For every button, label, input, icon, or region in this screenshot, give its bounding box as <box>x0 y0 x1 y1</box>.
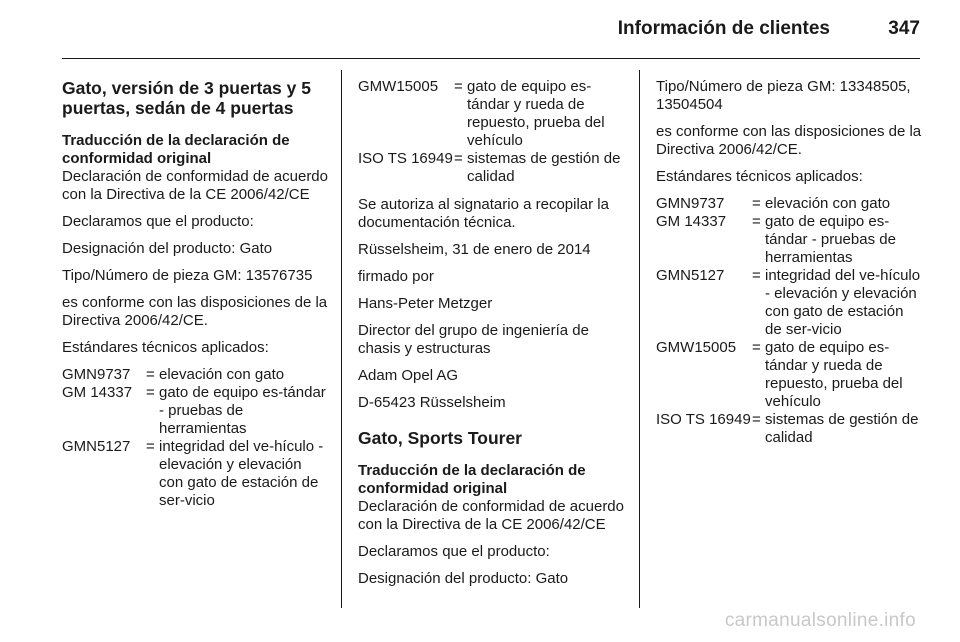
part-number: Tipo/Número de pieza GM: 13576735 <box>62 267 313 284</box>
section-title: Gato, versión de 3 puertas y 5 puertas, sedán de 4 puertas <box>62 78 311 118</box>
standard-equals: = <box>146 438 155 455</box>
standard-equals: = <box>146 366 155 383</box>
section-title: Gato, Sports Tourer <box>358 428 522 448</box>
standard-equals: = <box>454 150 463 167</box>
standard-description: integridad del ve-hículo - elevación y elevación con gato de estación de ser-vicio <box>159 438 324 509</box>
signatory-role: Director del grupo de ingeniería de chasis y estructuras <box>358 322 589 357</box>
part-number: Tipo/Número de pieza GM: 13348505, 13504504 <box>656 78 911 113</box>
standard-equals: = <box>752 213 761 230</box>
standards-label: Estándares técnicos aplicados: <box>656 168 863 185</box>
standard-row <box>656 213 922 267</box>
standard-equals: = <box>752 267 761 284</box>
column-divider-1 <box>341 70 342 608</box>
standard-description: gato de equipo es-tándar y rueda de repuesto, prueba del vehículo <box>765 339 903 410</box>
standard-description: elevación con gato <box>765 195 891 212</box>
page-number: 347 <box>888 18 920 39</box>
standard-code: GMN5127 <box>656 267 725 284</box>
watermark-text: carmanualsonline.info <box>724 610 916 631</box>
signatory-name: Hans-Peter Metzger <box>358 295 493 312</box>
standard-row <box>62 366 328 384</box>
declaration-block <box>358 462 624 534</box>
authorization-text: Se autoriza al signatario a recopilar la documentación técnica. <box>358 196 609 231</box>
column-1 <box>62 78 328 520</box>
standard-equals: = <box>146 384 155 401</box>
standard-code: ISO TS 16949 <box>656 411 751 428</box>
declaration-title: Traducción de la declaración de conformidad original <box>62 132 290 167</box>
standard-description: gato de equipo es-tándar - pruebas de herramientas <box>765 213 896 266</box>
standard-description: elevación con gato <box>159 366 285 383</box>
standard-code: GMN9737 <box>656 195 725 212</box>
standard-row <box>656 411 922 447</box>
standards-table <box>62 366 328 510</box>
declaration-block <box>62 132 328 204</box>
signed-by: firmado por <box>358 268 434 285</box>
standard-row <box>62 384 328 438</box>
standard-row <box>62 438 328 510</box>
header-divider <box>62 58 920 59</box>
declaration-text: Declaración de conformidad de acuerdo con la Directiva de la CE 2006/42/CE <box>62 168 328 203</box>
standard-row <box>656 339 922 411</box>
standard-description: sistemas de gestión de calidad <box>467 150 621 185</box>
conformity-text: es conforme con las disposiciones de la Directiva 2006/42/CE. <box>656 123 922 158</box>
standard-code: GM 14337 <box>656 213 727 230</box>
standard-code: GMN9737 <box>62 366 131 383</box>
standard-equals: = <box>752 339 761 356</box>
standard-row <box>358 150 624 186</box>
standard-code: GM 14337 <box>62 384 133 401</box>
declaration-title: Traducción de la declaración de conformidad original <box>358 462 586 497</box>
standard-equals: = <box>752 195 761 212</box>
declare-text: Declaramos que el producto: <box>62 213 254 230</box>
standard-description: gato de equipo es-tándar - pruebas de herramientas <box>159 384 326 437</box>
standard-code: GMW15005 <box>358 78 439 95</box>
company-name: Adam Opel AG <box>358 367 459 384</box>
standards-table <box>358 78 624 186</box>
place-date: Rüsselsheim, 31 de enero de 2014 <box>358 241 591 258</box>
column-2 <box>358 78 624 597</box>
standard-code: GMW15005 <box>656 339 737 356</box>
standard-description: integridad del ve-hículo - elevación y elevación con gato de estación de ser-vicio <box>765 267 921 338</box>
product-designation: Designación del producto: Gato <box>358 570 569 587</box>
standard-row <box>358 78 624 150</box>
declare-text: Declaramos que el producto: <box>358 543 550 560</box>
standards-table <box>656 195 922 447</box>
product-designation: Designación del producto: Gato <box>62 240 273 257</box>
declaration-text: Declaración de conformidad de acuerdo con la Directiva de la CE 2006/42/CE <box>358 498 624 533</box>
standard-equals: = <box>752 411 761 428</box>
standard-equals: = <box>454 78 463 95</box>
standard-row <box>656 267 922 339</box>
standard-description: gato de equipo es-tándar y rueda de repuesto, prueba del vehículo <box>467 78 605 149</box>
column-3 <box>656 78 922 457</box>
standards-label: Estándares técnicos aplicados: <box>62 339 269 356</box>
conformity-text: es conforme con las disposiciones de la Directiva 2006/42/CE. <box>62 294 328 329</box>
company-address: D-65423 Rüsselsheim <box>358 394 506 411</box>
standard-row <box>656 195 922 213</box>
page-header-title: Información de clientes <box>617 18 830 39</box>
standard-code: GMN5127 <box>62 438 131 455</box>
standard-description: sistemas de gestión de calidad <box>765 411 919 446</box>
standard-code: ISO TS 16949 <box>358 150 453 167</box>
column-divider-2 <box>639 70 640 608</box>
